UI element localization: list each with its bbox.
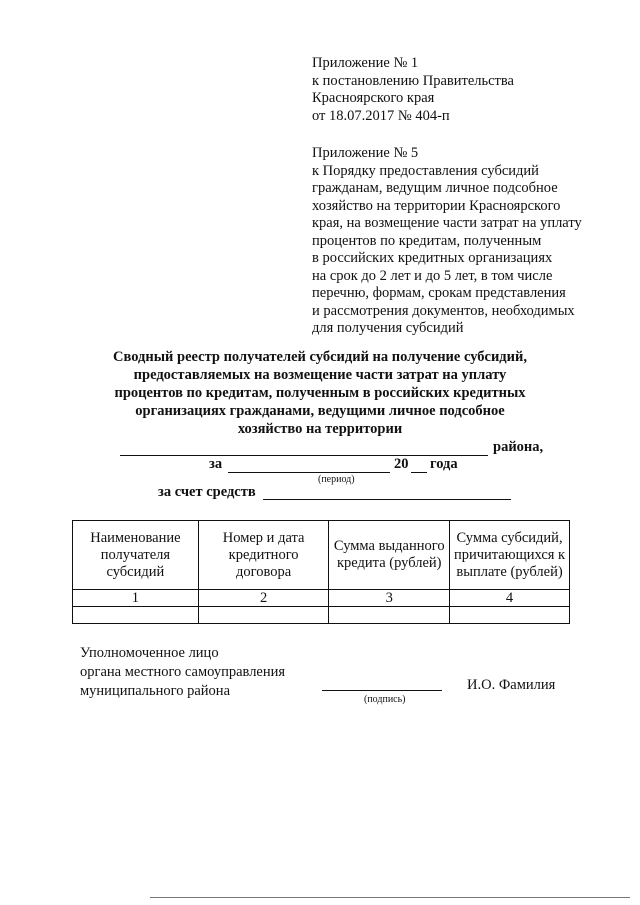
- annex-5-line: перечню, формам, срокам представления: [312, 285, 566, 301]
- footer-line: органа местного самоуправления: [80, 664, 286, 680]
- signature-blank[interactable]: [322, 690, 442, 691]
- title-line: процентов по кредитам, полученным в российских кредитных: [114, 385, 526, 401]
- header-cell-subsidy-amount: Сумма субсидий, причитающихся к выплате (рублей): [450, 521, 570, 590]
- year-blank[interactable]: [411, 472, 427, 473]
- funds-blank[interactable]: [263, 499, 511, 500]
- annex-5-line: Приложение № 5: [312, 145, 419, 161]
- annex-5-line: края, на возмещение части затрат на уплату: [312, 215, 582, 231]
- annex-5-line: для получения субсидий: [312, 320, 464, 336]
- period-prefix: за: [209, 456, 223, 472]
- annex-5-line: к Порядку предоставления субсидий: [312, 162, 539, 179]
- number-cell: 3: [329, 590, 450, 607]
- header-cell-credit-amount: Сумма выданного кредита (рублей): [329, 521, 450, 590]
- annex-5-line: на срок до 2 лет и до 5 лет, в том числе: [312, 267, 553, 284]
- annex-1-line: от 18.07.2017 № 404-п: [312, 107, 450, 124]
- footer-line: Уполномоченное лицо: [80, 645, 219, 661]
- empty-cell[interactable]: [198, 607, 329, 624]
- period-blank[interactable]: [228, 472, 390, 473]
- table-header-row: [73, 521, 570, 590]
- empty-cell[interactable]: [73, 607, 199, 624]
- annex-1-line: Красноярского края: [312, 90, 435, 106]
- annex-5-line: и рассмотрения документов, необходимых: [312, 302, 575, 319]
- annex-5-header: [312, 145, 582, 338]
- authorized-person-block: [80, 644, 285, 701]
- annex-5-line: гражданам, ведущим личное подсобное: [312, 180, 558, 196]
- table-row: [73, 607, 570, 624]
- table-number-row: [73, 590, 570, 607]
- number-cell: 1: [73, 590, 199, 607]
- title-line: предоставляемых на возмещение части затрат на уплату: [133, 367, 507, 383]
- number-cell: 4: [450, 590, 570, 607]
- number-cell: 2: [198, 590, 329, 607]
- footer-line: муниципального района: [80, 683, 230, 699]
- signer-name: И.О. Фамилия: [467, 677, 556, 693]
- title-line: Сводный реестр получателей субсидий на получение субсидий,: [113, 349, 527, 365]
- bottom-divider: [150, 897, 630, 898]
- annex-1-header: [312, 55, 514, 125]
- header-cell-contract: Номер и дата кредитного договора: [198, 521, 329, 590]
- annex-1-line: Приложение № 1: [312, 55, 419, 71]
- title-line: организациях гражданами, ведущими личное подсобное: [135, 403, 505, 419]
- annex-5-line: хозяйство на территории Красноярского: [312, 197, 561, 214]
- header-cell-recipient: Наименование получателя субсидий: [73, 521, 199, 590]
- annex-5-line: в российских кредитных организациях: [312, 250, 553, 266]
- empty-cell[interactable]: [329, 607, 450, 624]
- district-suffix: района,: [493, 439, 544, 455]
- signature-caption: (подпись): [364, 694, 406, 705]
- registry-table: [72, 520, 570, 624]
- period-caption: (период): [318, 474, 355, 485]
- empty-cell[interactable]: [450, 607, 570, 624]
- annex-1-line: к постановлению Правительства: [312, 72, 514, 89]
- year-prefix: 20: [394, 456, 409, 472]
- title-line: хозяйство на территории: [237, 421, 403, 437]
- annex-5-line: процентов по кредитам, полученным: [312, 232, 542, 249]
- document-title: [70, 348, 570, 438]
- funds-prefix: за счет средств: [158, 484, 256, 500]
- year-suffix: года: [430, 456, 458, 472]
